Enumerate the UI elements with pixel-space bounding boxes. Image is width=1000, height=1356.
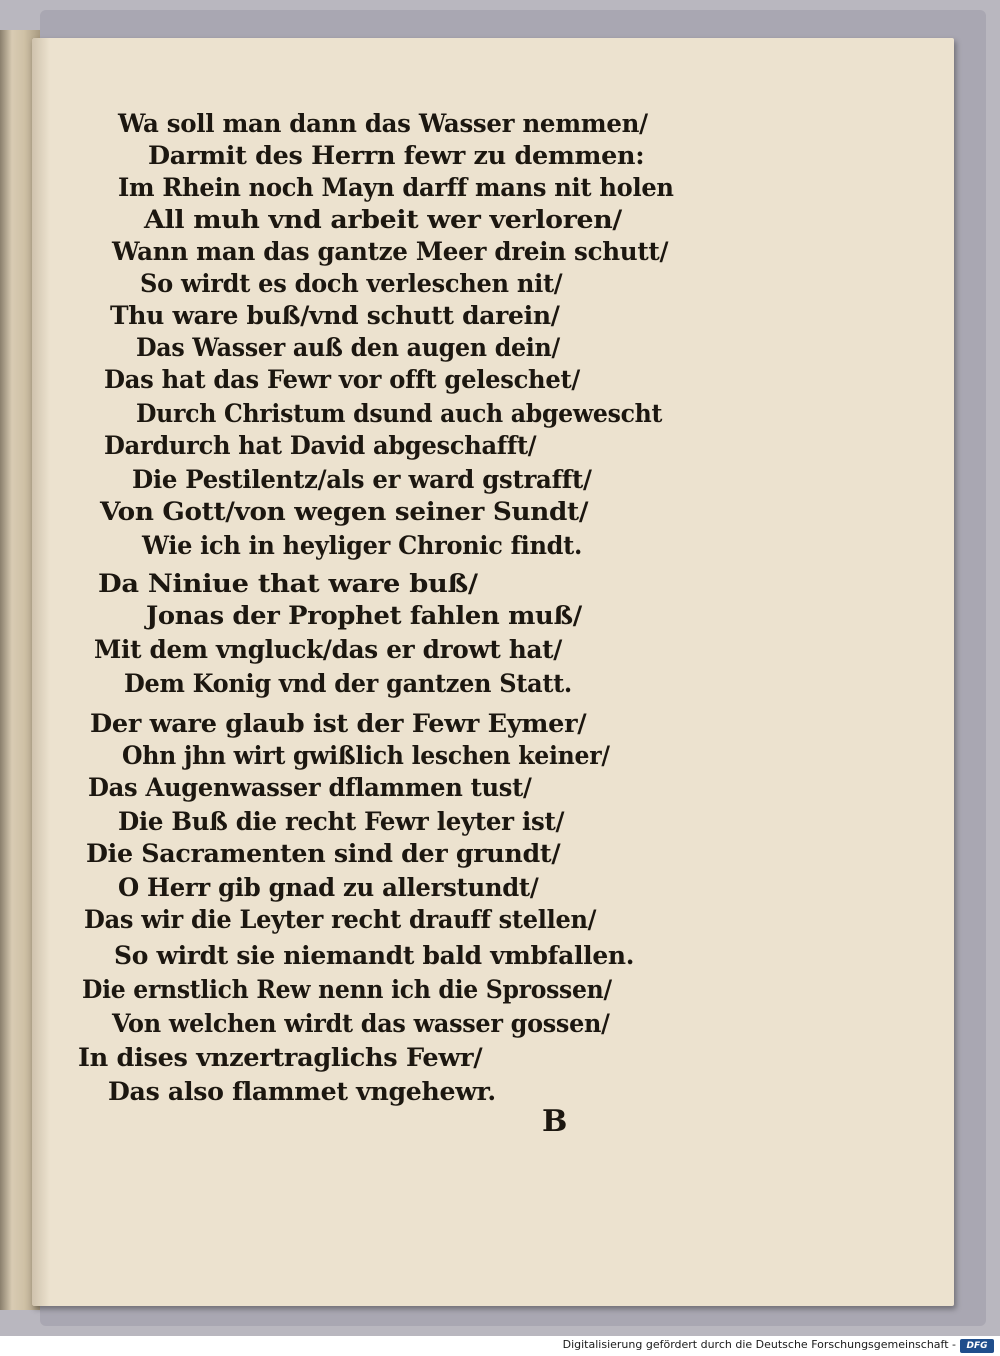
text-line: O Herr gib gnad zu allerstundt/ — [118, 873, 539, 902]
book-page — [32, 38, 954, 1306]
text-line: Der ware glaub ist der Fewr Eymer/ — [90, 709, 587, 738]
text-line: Mit dem vngluck/das er drowt hat/ — [94, 635, 562, 664]
text-line: So wirdt sie niemandt bald vmbfallen. — [114, 941, 635, 970]
text-line: Wa soll man dann das Wasser nemmen/ — [118, 109, 648, 138]
text-line: All muh vnd arbeit wer verloren/ — [144, 205, 622, 234]
signature-mark: B — [542, 1104, 568, 1139]
text-line: Wie ich in heyliger Chronic findt. — [142, 531, 583, 560]
text-line: Die Sacramenten sind der grundt/ — [86, 839, 561, 868]
text-line: Das hat das Fewr vor offt geleschet/ — [104, 365, 580, 394]
text-line: Das wir die Leyter recht drauff stellen/ — [84, 905, 597, 934]
text-line: Die ernstlich Rew nenn ich die Sprossen/ — [82, 975, 612, 1004]
text-line: Von Gott/von wegen seiner Sundt/ — [100, 497, 589, 526]
text-line: Das Wasser auß den augen dein/ — [136, 333, 560, 362]
text-line: Die Buß die recht Fewr leyter ist/ — [118, 807, 565, 836]
funding-credit: Digitalisierung gefördert durch die Deutsche Forschungsgemeinschaft - — [562, 1338, 956, 1351]
dfg-logo-icon: DFG — [960, 1339, 994, 1353]
text-line: Darmit des Herrn fewr zu demmen: — [148, 141, 645, 170]
footer-bar — [0, 1336, 1000, 1356]
text-line: Dardurch hat David abgeschafft/ — [104, 431, 537, 460]
text-line: Von welchen wirdt das wasser gossen/ — [112, 1009, 610, 1038]
text-line: Durch Christum dsund auch abgewescht — [136, 399, 663, 428]
text-line: So wirdt es doch verleschen nit/ — [140, 269, 563, 298]
text-line: Wann man das gantze Meer drein schutt/ — [112, 237, 669, 266]
text-line: Da Niniue that ware buß/ — [98, 569, 478, 598]
text-line: Das Augenwasser dflammen tust/ — [88, 773, 532, 802]
poem-text — [32, 38, 954, 1306]
text-line: Die Pestilentz/als er ward gstrafft/ — [132, 465, 592, 494]
text-line: Dem Konig vnd der gantzen Statt. — [124, 669, 572, 698]
text-line: Im Rhein noch Mayn darff mans nit holen — [118, 173, 674, 202]
text-line: Thu ware buß/vnd schutt darein/ — [110, 301, 560, 330]
text-line: Jonas der Prophet fahlen muß/ — [146, 601, 582, 630]
text-line: Das also flammet vngehewr. — [108, 1077, 496, 1106]
text-line: In dises vnzertraglichs Fewr/ — [78, 1043, 483, 1072]
text-line: Ohn jhn wirt gwißlich leschen keiner/ — [122, 741, 610, 770]
